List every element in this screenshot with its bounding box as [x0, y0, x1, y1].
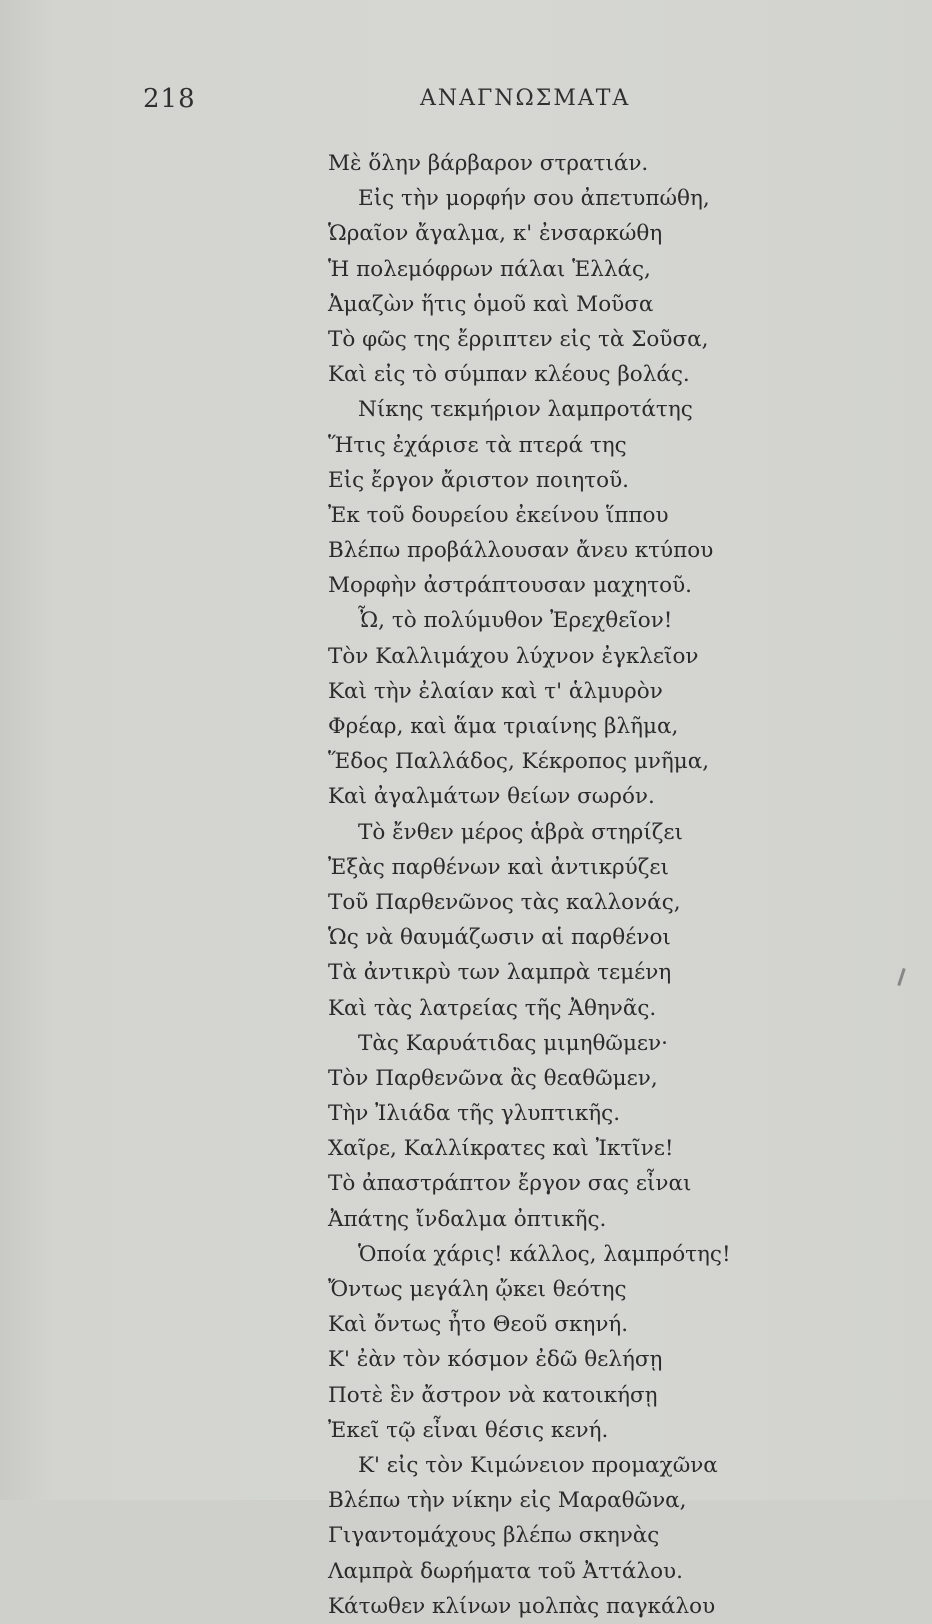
poem-line: Τὸ ἀπαστράπτον ἔργον σας εἶναι: [328, 1171, 692, 1197]
poem-line: Ὦ, τὸ πολύμυθον Ἐρεχθεῖον!: [358, 608, 673, 634]
poem-line: Φρέαρ, καὶ ἅμα τριαίνης βλῆμα,: [328, 714, 679, 739]
poem-line: Κάτωθεν κλίνων μολπὰς παγκάλου: [328, 1593, 716, 1619]
ink-mark: [897, 968, 905, 986]
poem-line: Καὶ ἀγαλμάτων θείων σωρόν.: [328, 784, 655, 810]
poem-line: Ὁποία χάρις! κάλλος, λαμπρότης!: [358, 1241, 731, 1267]
poem-line: Καὶ τὰς λατρείας τῆς Ἀθηνᾶς.: [328, 995, 657, 1021]
poem-line: Εἰς τὴν μορφήν σου ἀπετυπώθη,: [358, 186, 710, 212]
poem-line: Εἰς ἔργον ἄριστον ποιητοῦ.: [328, 467, 630, 493]
poem-line: Ἀπάτης ἴνδαλμα ὀπτικῆς.: [328, 1206, 607, 1232]
poem-line: Καὶ ὄντως ἦτο Θεοῦ σκηνή.: [328, 1312, 629, 1338]
running-head: [0, 84, 932, 124]
poem-line: Χαῖρε, Καλλίκρατες καὶ Ἰκτῖνε!: [328, 1136, 674, 1162]
poem-line: Λαμπρὰ δωρήματα τοῦ Ἀττάλου.: [328, 1558, 683, 1584]
poem-line: Ἐξὰς παρθένων καὶ ἀντικρύζει: [328, 854, 669, 880]
poem-line: Ἡ πολεμόφρων πάλαι Ἑλλάς,: [328, 256, 651, 282]
running-title: ΑΝΑΓΝΩΣΜΑΤΑ: [420, 86, 631, 111]
poem-line: Καὶ εἰς τὸ σύμπαν κλέους βολάς.: [328, 362, 690, 388]
poem-line: Τὰς Καρυάτιδας μιμηθῶμεν·: [358, 1030, 668, 1056]
poem-line: Κ' ἐὰν τὸν κόσμον ἐδῶ θελήσῃ: [328, 1347, 663, 1373]
poem-line: Τὸν Καλλιμάχου λύχνον ἐγκλεῖον: [328, 643, 699, 669]
poem-line: Ἕδος Παλλάδος, Κέκροπος μνῆμα,: [328, 749, 710, 775]
poem-line: Τὸν Παρθενῶνα ἂς θεαθῶμεν,: [328, 1065, 658, 1091]
poem-line: Κ' εἰς τὸν Κιμώνειον προμαχῶνα: [358, 1452, 718, 1478]
poem-line: Καὶ τὴν ἐλαίαν καὶ τ' ἁλμυρὸν: [328, 678, 663, 704]
poem-line: Ὡς νὰ θαυμάζωσιν αἱ παρθένοι: [328, 925, 671, 951]
poem-line: Βλέπω προβάλλουσαν ἄνευ κτύπου: [328, 538, 714, 564]
poem-line: Ἀμαζὼν ἥτις ὁμοῦ καὶ Μοῦσα: [328, 291, 654, 317]
poem-line: Τοῦ Παρθενῶνος τὰς καλλονάς,: [328, 889, 681, 915]
poem-line: Τὸ ἔνθεν μέρος ἁβρὰ στηρίζει: [358, 819, 683, 845]
page-number: 218: [143, 84, 196, 114]
poem-line: Ποτὲ ἓν ἄστρον νὰ κατοικήσῃ: [328, 1382, 658, 1408]
poem-line: Τὸ φῶς της ἔρριπτεν εἰς τὰ Σοῦσα,: [328, 326, 709, 352]
poem-line: Μὲ ὅλην βάρβαρον στρατιάν.: [328, 151, 649, 176]
poem-line: Βλέπω τὴν νίκην εἰς Μαραθῶνα,: [328, 1488, 687, 1514]
poem-line: Μορφὴν ἀστράπτουσαν μαχητοῦ.: [328, 573, 692, 599]
poem-line: Γιγαντομάχους βλέπω σκηνὰς: [328, 1523, 660, 1549]
poem-line: Ὄντως μεγάλη ᾤκει θεότης: [328, 1277, 627, 1302]
poem-line: Τὴν Ἰλιάδα τῆς γλυπτικῆς.: [328, 1101, 621, 1127]
poem-line: Ἐκεῖ τῷ εἶναι θέσις κενή.: [328, 1417, 609, 1443]
poem-line: Τὰ ἀντικρὺ των λαμπρὰ τεμένη: [328, 960, 672, 986]
poem-line: Ἐκ τοῦ δουρείου ἐκείνου ἵππου: [328, 502, 669, 528]
poem-line: Ἥτις ἐχάρισε τὰ πτερά της: [328, 432, 627, 458]
poem-line: Νίκης τεκμήριον λαμπροτάτης: [358, 397, 693, 423]
poem-line: Ὡραῖον ἄγαλμα, κ' ἐνσαρκώθη: [328, 221, 663, 247]
poem-text: [328, 146, 888, 1624]
